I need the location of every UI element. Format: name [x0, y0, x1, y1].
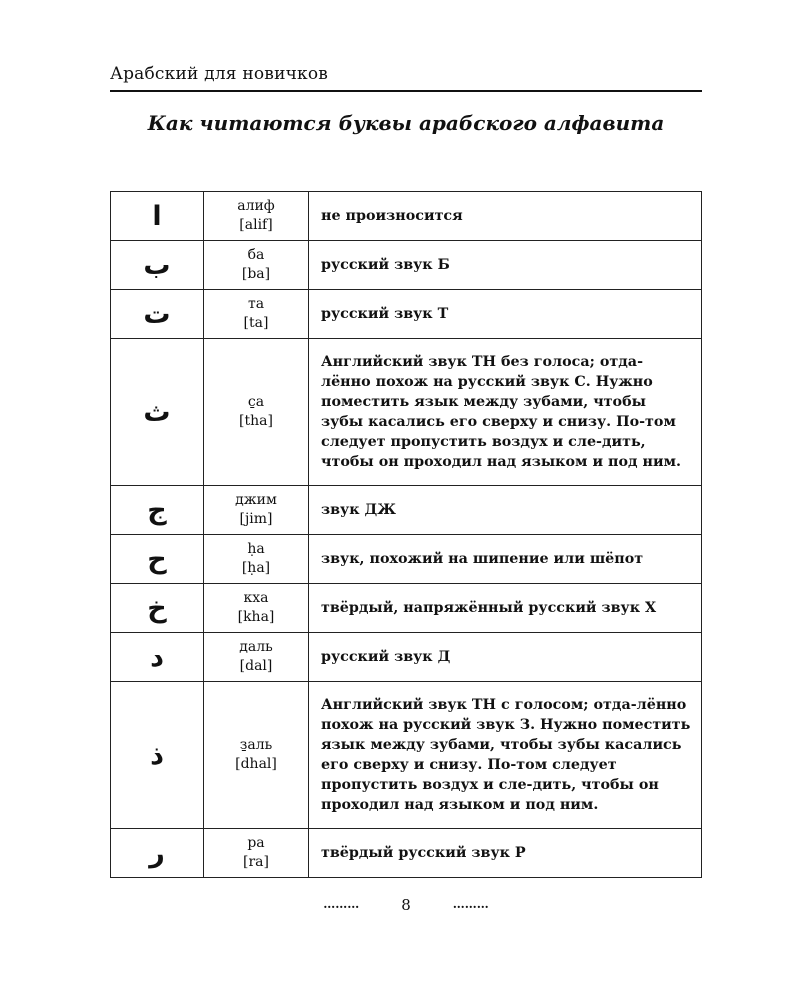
letter-name-cell: [204, 584, 309, 633]
table-row: [111, 633, 702, 682]
letter-transliteration: [ba]: [241, 266, 271, 282]
table-row: [111, 535, 702, 584]
letter-transliteration: [alif]: [239, 217, 273, 233]
letter-name-cell: [204, 339, 309, 486]
letter-transliteration: [dhal]: [235, 756, 277, 772]
pronunciation-description: Английский звук TH с голосом; отда-лённо похож на русский звук З. Нужно поместить язык между зубами, чтобы зубы касались его сверху и снизу. По-том следует пропустить воздух и сле-дить, чтобы он проходил над языком и под ним.: [309, 682, 702, 829]
pronunciation-description: русский звук Б: [309, 241, 702, 290]
letter-name-cell: [204, 682, 309, 829]
letter-name: кха: [243, 590, 269, 606]
arabic-letter: ج: [111, 486, 204, 535]
letter-name: ḥа: [247, 541, 265, 557]
table-row: [111, 682, 702, 829]
letter-name-cell: [204, 486, 309, 535]
table-row: [111, 339, 702, 486]
letter-name-cell: [204, 829, 309, 878]
footer-dots-left: ………: [323, 897, 360, 911]
pronunciation-description: звук, похожий на шипение или шёпот: [309, 535, 702, 584]
table-row: [111, 192, 702, 241]
letter-transliteration: [ḥa]: [241, 560, 271, 576]
arabic-letter: ث: [111, 339, 204, 486]
letter-name-cell: [204, 241, 309, 290]
letter-transliteration: [dal]: [239, 658, 273, 674]
letter-transliteration: [kha]: [237, 609, 275, 625]
arabic-letter: ذ: [111, 682, 204, 829]
table-row: [111, 290, 702, 339]
pronunciation-description: русский звук Т: [309, 290, 702, 339]
letter-name: ба: [247, 247, 265, 263]
arabic-letter: ا: [111, 192, 204, 241]
table-row: [111, 241, 702, 290]
arabic-letter: د: [111, 633, 204, 682]
page-footer: [110, 896, 702, 914]
letter-transliteration: [ra]: [243, 854, 269, 870]
letter-transliteration: [tha]: [239, 413, 273, 429]
table-row: [111, 486, 702, 535]
running-header: Арабский для новичков: [110, 64, 329, 84]
pronunciation-description: Английский звук TH без голоса; отда-лённо похож на русский звук С. Нужно поместить язык между зубами, чтобы зубы касались его сверху и снизу. По-том следует пропустить воздух и сле-дить, чтобы он проходил над языком и под ним.: [309, 339, 702, 486]
page-title: Как читаются буквы арабского алфавита: [147, 111, 665, 135]
pronunciation-description: твёрдый русский звук Р: [309, 829, 702, 878]
header-rule: [110, 90, 702, 92]
arabic-letter: ر: [111, 829, 204, 878]
letter-transliteration: [ta]: [243, 315, 269, 331]
pronunciation-description: русский звук Д: [309, 633, 702, 682]
pronunciation-description: не произносится: [309, 192, 702, 241]
alphabet-table: [110, 191, 702, 878]
letter-name-cell: [204, 192, 309, 241]
table-row: [111, 584, 702, 633]
arabic-letter: ت: [111, 290, 204, 339]
letter-transliteration: [jim]: [239, 511, 273, 527]
letter-name-cell: [204, 290, 309, 339]
footer-dots-right: ………: [452, 897, 489, 911]
letter-name: джим: [235, 492, 277, 508]
letter-name: даль: [239, 639, 273, 655]
arabic-letter: خ: [111, 584, 204, 633]
letter-name: с̱а: [247, 394, 265, 410]
table-row: [111, 829, 702, 878]
letter-name: ра: [247, 835, 265, 851]
pronunciation-description: твёрдый, напряжённый русский звук Х: [309, 584, 702, 633]
arabic-letter: ب: [111, 241, 204, 290]
arabic-letter: ح: [111, 535, 204, 584]
letter-name-cell: [204, 633, 309, 682]
letter-name: з̱аль: [239, 737, 273, 753]
pronunciation-description: звук ДЖ: [309, 486, 702, 535]
letter-name-cell: [204, 535, 309, 584]
page-number: 8: [401, 896, 411, 914]
letter-name: та: [247, 296, 265, 312]
letter-name: алиф: [237, 198, 275, 214]
